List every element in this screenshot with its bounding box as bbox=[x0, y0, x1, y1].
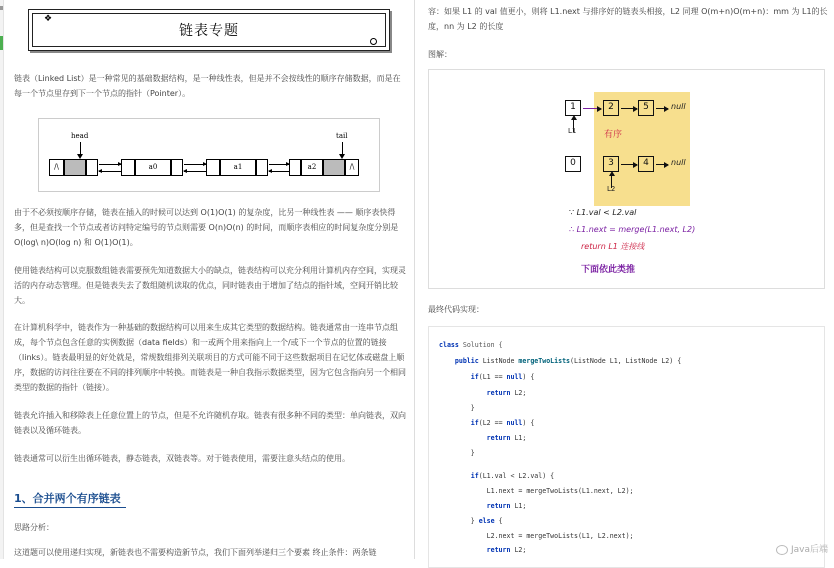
cs-paragraph: 在计算机科学中，链表作为一种基础的数据结构可以用来生成其它类型的数据结构。链表通常由一连串节点组成，每个节点包含任意的实例数据（data fields）和一或两个用来指向上一个/或下一个节点的位置的链接（links）。链表最明显的好处就是，常规数组排列关联项目的方式可能不同于这些数据项目在记忆体或磁盘上顺序，数据的访问往往要在不同的排列顺序中转换。而链表是一种自我指示数据类型，因为它包含指向另一个相同类型的数据的指针（链接）。 bbox=[14, 323, 406, 392]
linked-list-diagram bbox=[38, 118, 380, 192]
condition-line: ∵ L1.val < L2.val bbox=[569, 208, 637, 217]
code-block bbox=[428, 326, 825, 568]
wechat-icon bbox=[776, 545, 788, 555]
l2-label: L2 bbox=[607, 185, 616, 193]
node-a0: a0 bbox=[135, 159, 171, 176]
figure-label: 图解： bbox=[428, 50, 452, 59]
code-line-13: } else { bbox=[439, 517, 503, 525]
complexity-paragraph: 由于不必须按顺序存储，链表在插入的时候可以达到 O(1)O(1) 的复杂度，比另一种线性表 —— 顺序表快得多，但是查找一个节点或者访问特定编号的节点则需要 O(n)O(n) 的时间，而顺序表相应的时间复杂度分别是 O(log\ n)O(log n) 和 O(1)O(1)。 bbox=[14, 208, 399, 247]
return-line: return L1 连接线 bbox=[581, 242, 645, 251]
code-line-15: return L2; bbox=[486, 546, 527, 554]
code-line-1: class Solution { bbox=[439, 341, 503, 349]
page-title: 链表专题 bbox=[179, 23, 239, 39]
sorted-label: 有序 bbox=[604, 130, 623, 140]
tail-label: tail bbox=[336, 132, 348, 140]
node-a2: a2 bbox=[301, 159, 323, 176]
code-line-10: if(L1.val < L2.val) { bbox=[470, 472, 555, 480]
circle-icon bbox=[370, 38, 377, 45]
top-paragraph: 容：如果 L1 的 val 值更小，则将 L1.next 与排序好的链表头相接，L2 同理 O(m+n)O(m+n)：mm 为 L1的长度，nn 为 L2 的长度 bbox=[428, 7, 828, 31]
right-page bbox=[418, 0, 834, 559]
code-line-4: return L2; bbox=[486, 389, 527, 397]
head-pointer-cell bbox=[64, 159, 86, 176]
code-line-2: public ListNode mergeTwoLists(ListNode L1, ListNode L2) { bbox=[454, 357, 682, 365]
head-label: head bbox=[71, 132, 89, 140]
node-a1: a1 bbox=[220, 159, 256, 176]
node-3: 3 bbox=[603, 156, 619, 172]
watermark: Java后端 bbox=[776, 542, 828, 555]
node-4: 4 bbox=[638, 156, 654, 172]
node-2: 2 bbox=[603, 100, 619, 116]
analysis-label: 思路分析： bbox=[14, 523, 54, 532]
intro-paragraph: 链表（Linked List）是一种常见的基础数据结构，是一种线性表，但是并不会按线性的顺序存储数据，而是在每一个节点里存到下一个节点的指针（Pointer）。 bbox=[14, 74, 401, 98]
node-0: 0 bbox=[565, 156, 581, 172]
diamond-icon: ❖ bbox=[44, 14, 53, 24]
title-box bbox=[28, 9, 390, 51]
null-top: null bbox=[671, 102, 686, 111]
code-line-5: } bbox=[439, 404, 475, 412]
code-line-12: return L1; bbox=[486, 502, 527, 510]
null-right: /\ bbox=[345, 159, 359, 176]
code-line-11: L1.next = mergeTwoLists(L1.next, L2); bbox=[439, 487, 634, 495]
recursion-paragraph: 这道题可以使用递归实现，新链表也不需要构造新节点，我们下面列举递归三个要素 终止条件：两条链 bbox=[14, 548, 377, 557]
code-line-14: L2.next = mergeTwoLists(L1, L2.next); bbox=[439, 532, 634, 540]
l1-label: L1 bbox=[568, 127, 577, 135]
code-label: 最终代码实现： bbox=[428, 305, 484, 314]
node-5: 5 bbox=[638, 100, 654, 116]
section-title: 1、合并两个有序链表 bbox=[14, 492, 121, 505]
code-line-3: if(L1 == null) { bbox=[470, 373, 535, 381]
recursion-note: 下面依此类推 bbox=[581, 265, 636, 275]
types-paragraph: 链表允许插入和移除表上任意位置上的节点，但是不允许随机存取。链表有很多种不同的类型：单向链表，双向链表以及循环链表。 bbox=[14, 411, 406, 435]
null-left: /\ bbox=[49, 159, 64, 176]
tail-pointer-cell bbox=[323, 159, 345, 176]
null-bottom: null bbox=[671, 158, 686, 167]
handwritten-figure bbox=[428, 69, 825, 289]
code-line-7: return L1; bbox=[486, 434, 527, 442]
node-1: 1 bbox=[565, 100, 581, 116]
code-line-8: } bbox=[439, 449, 475, 457]
memory-paragraph: 使用链表结构可以克服数组链表需要预先知道数据大小的缺点，链表结构可以充分利用计算机内存空间，实现灵活的内存动态管理。但是链表失去了数组随机读取的优点，同时链表由于增加了结点的指针域，空间开销比较大。 bbox=[14, 266, 406, 305]
left-page bbox=[0, 0, 414, 559]
merge-line: ∴ L1.next = merge(L1.next, L2) bbox=[569, 225, 696, 234]
code-line-6: if(L2 == null) { bbox=[470, 419, 535, 427]
variants-paragraph: 链表通常可以衍生出循环链表，静态链表，双链表等。对于链表使用，需要注意头结点的使用。 bbox=[14, 454, 350, 463]
